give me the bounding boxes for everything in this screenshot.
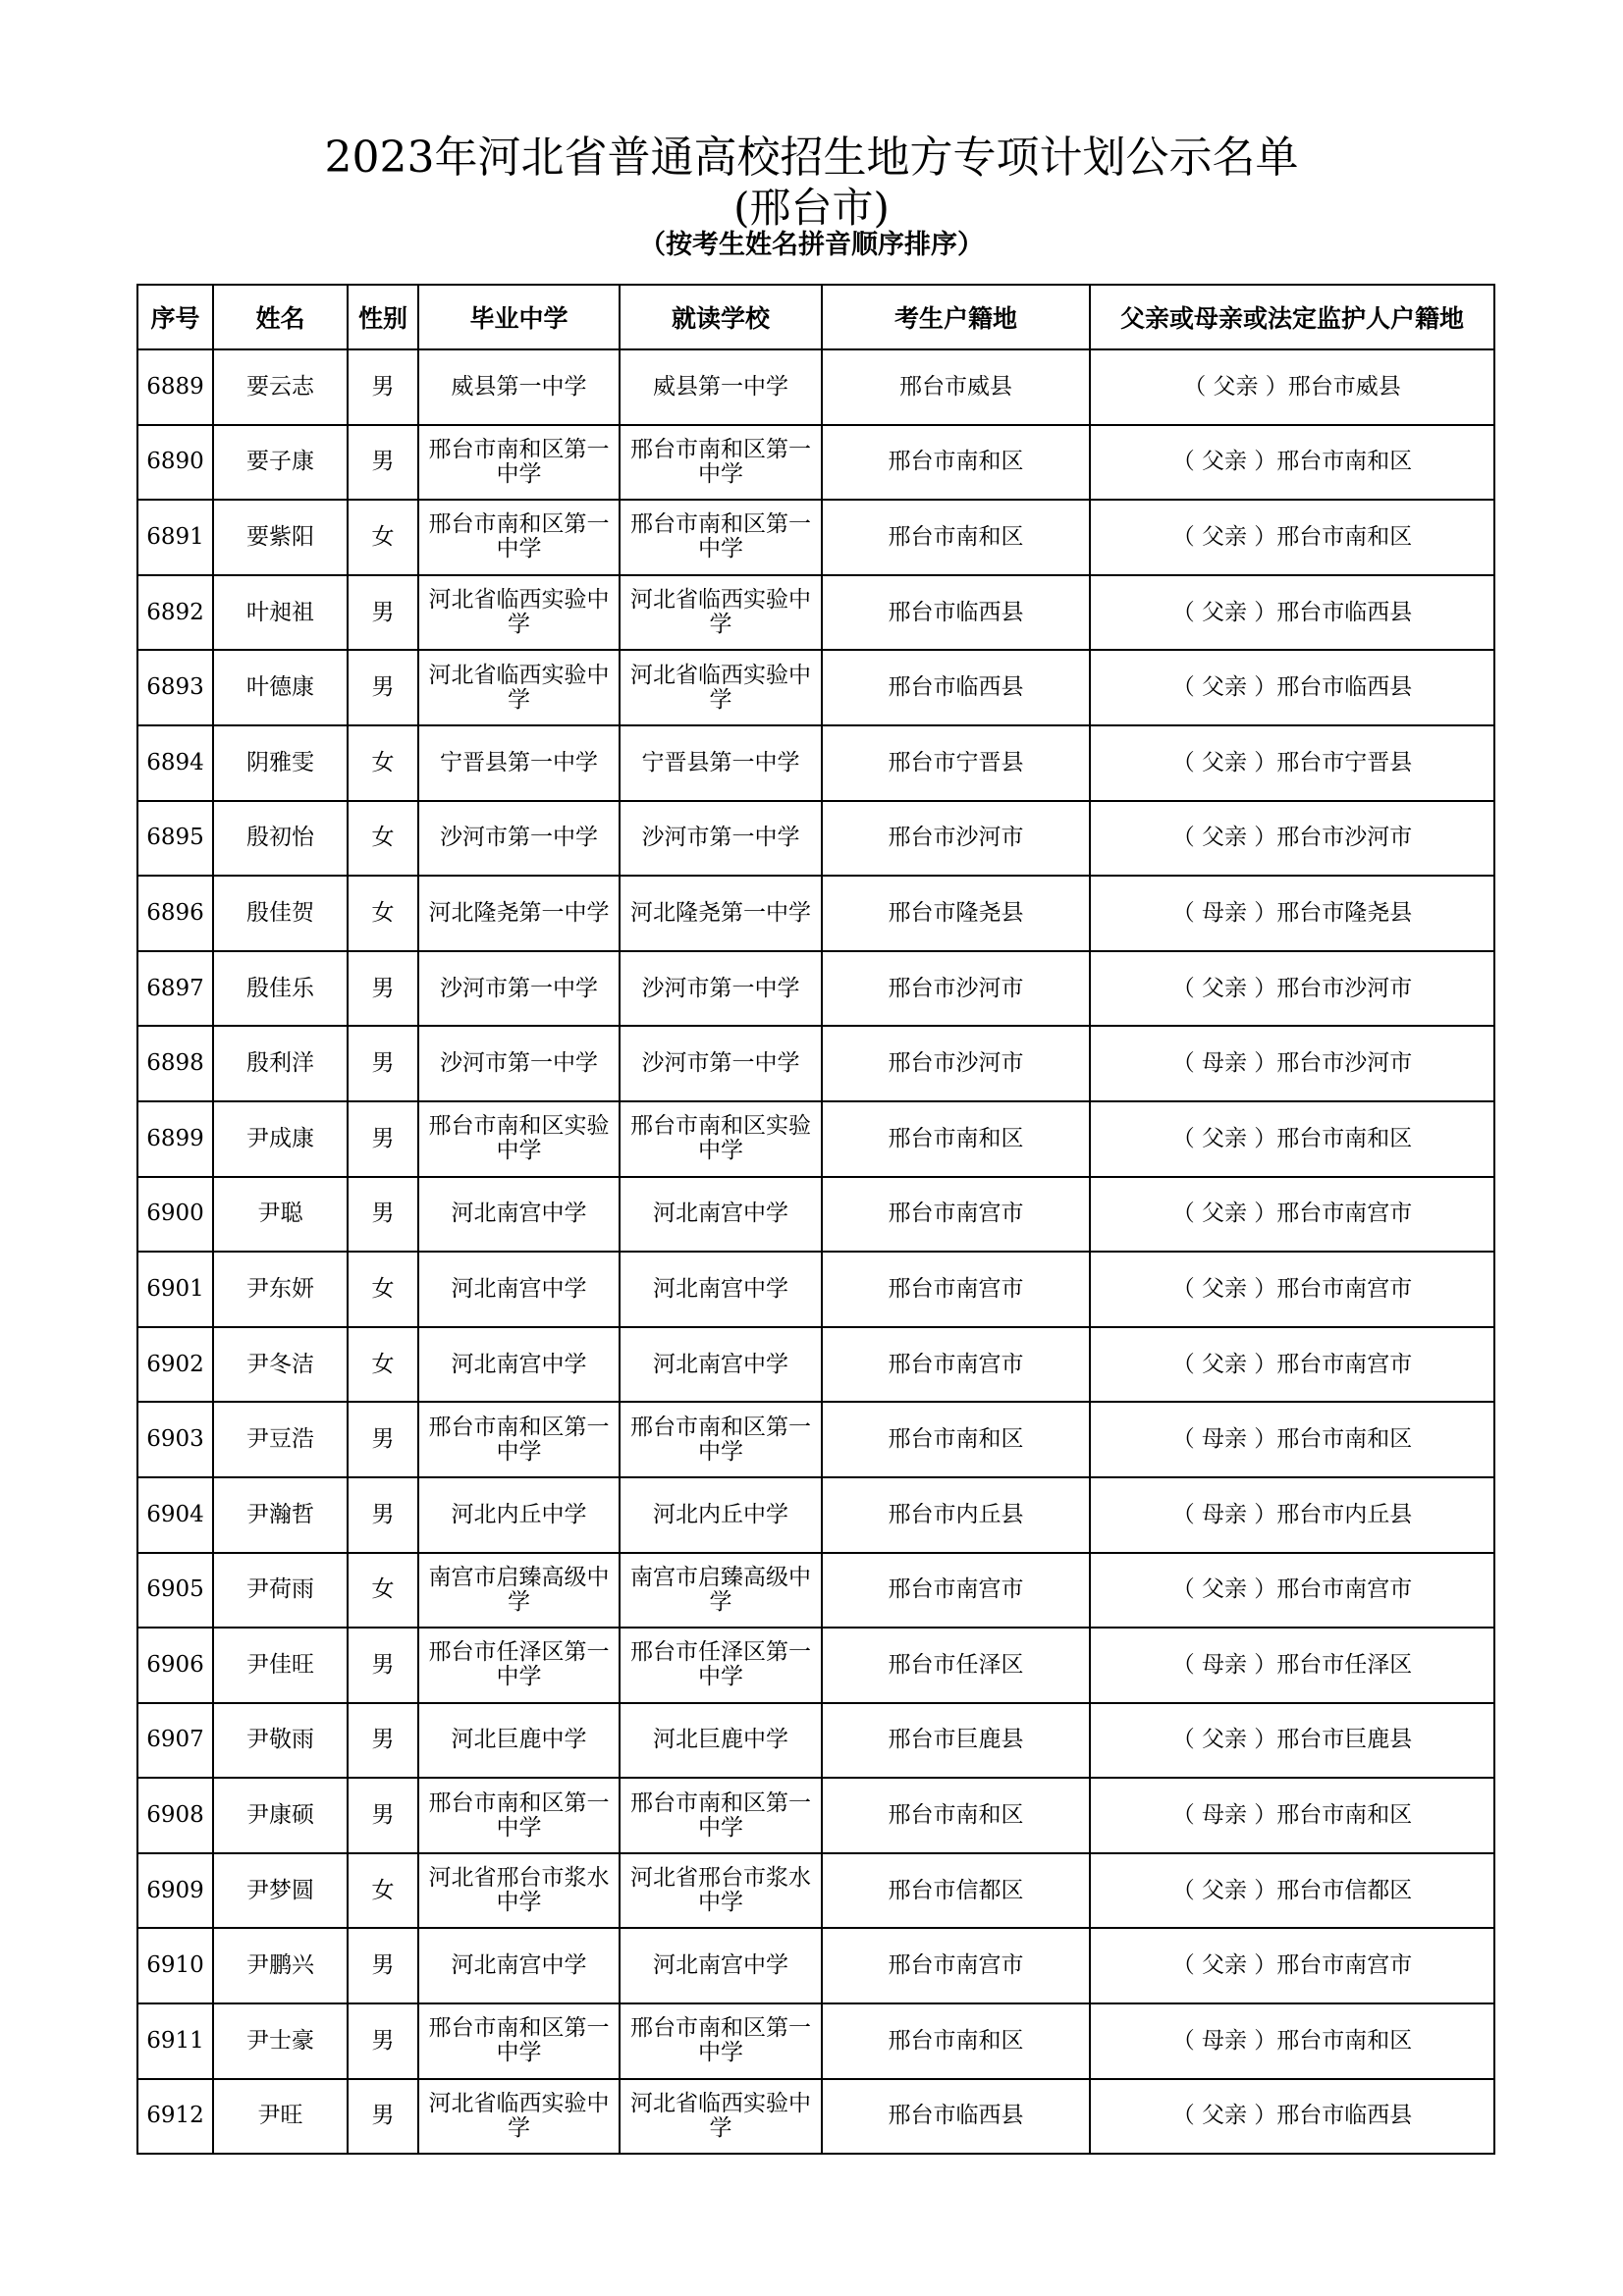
current-school-cell: 邢台市南和区第一中学 bbox=[620, 1778, 822, 1853]
guardian-hukou-cell: （ 父亲 ）邢台市宁晋县 bbox=[1090, 725, 1494, 801]
name-cell: 尹成康 bbox=[213, 1101, 348, 1177]
serial-cell: 6907 bbox=[137, 1703, 213, 1779]
gender-cell: 女 bbox=[348, 1252, 418, 1327]
name-cell: 殷佳乐 bbox=[213, 951, 348, 1027]
guardian-hukou-cell: （ 母亲 ）邢台市任泽区 bbox=[1090, 1628, 1494, 1703]
table-row bbox=[137, 575, 1494, 651]
serial-cell: 6893 bbox=[137, 650, 213, 725]
table-row bbox=[137, 349, 1494, 425]
name-cell: 要子康 bbox=[213, 425, 348, 501]
current-school-cell: 沙河市第一中学 bbox=[620, 951, 822, 1027]
graduated-school-cell: 邢台市南和区第一中学 bbox=[418, 2003, 620, 2079]
guardian-hukou-cell: （ 母亲 ）邢台市南和区 bbox=[1090, 2003, 1494, 2079]
col-header-current-school: 就读学校 bbox=[620, 285, 822, 349]
current-school-cell: 河北隆尧第一中学 bbox=[620, 876, 822, 951]
gender-cell: 男 bbox=[348, 1477, 418, 1553]
student-hukou-cell: 邢台市宁晋县 bbox=[822, 725, 1090, 801]
name-cell: 尹士豪 bbox=[213, 2003, 348, 2079]
table-row bbox=[137, 1553, 1494, 1629]
name-cell: 要云志 bbox=[213, 349, 348, 425]
table-row bbox=[137, 500, 1494, 575]
serial-cell: 6891 bbox=[137, 500, 213, 575]
serial-cell: 6911 bbox=[137, 2003, 213, 2079]
gender-cell: 男 bbox=[348, 1778, 418, 1853]
name-cell: 殷利洋 bbox=[213, 1026, 348, 1101]
student-hukou-cell: 邢台市南宫市 bbox=[822, 1928, 1090, 2003]
roster-table bbox=[136, 284, 1495, 2155]
guardian-hukou-cell: （ 父亲 ）邢台市南宫市 bbox=[1090, 1177, 1494, 1253]
serial-cell: 6905 bbox=[137, 1553, 213, 1629]
name-cell: 尹鹏兴 bbox=[213, 1928, 348, 2003]
graduated-school-cell: 河北巨鹿中学 bbox=[418, 1703, 620, 1779]
table-row bbox=[137, 1928, 1494, 2003]
gender-cell: 女 bbox=[348, 500, 418, 575]
current-school-cell: 邢台市任泽区第一中学 bbox=[620, 1628, 822, 1703]
graduated-school-cell: 沙河市第一中学 bbox=[418, 801, 620, 877]
graduated-school-cell: 邢台市南和区第一中学 bbox=[418, 1402, 620, 1477]
graduated-school-cell: 河北内丘中学 bbox=[418, 1477, 620, 1553]
name-cell: 尹梦圆 bbox=[213, 1853, 348, 1929]
serial-cell: 6897 bbox=[137, 951, 213, 1027]
header-row bbox=[137, 285, 1494, 349]
gender-cell: 男 bbox=[348, 1101, 418, 1177]
graduated-school-cell: 河北南宫中学 bbox=[418, 1252, 620, 1327]
current-school-cell: 宁晋县第一中学 bbox=[620, 725, 822, 801]
graduated-school-cell: 沙河市第一中学 bbox=[418, 1026, 620, 1101]
gender-cell: 男 bbox=[348, 650, 418, 725]
col-header-gender: 性别 bbox=[348, 285, 418, 349]
current-school-cell: 河北省临西实验中学 bbox=[620, 650, 822, 725]
table-row bbox=[137, 1327, 1494, 1403]
graduated-school-cell: 河北省邢台市浆水中学 bbox=[418, 1853, 620, 1929]
graduated-school-cell: 河北南宫中学 bbox=[418, 1327, 620, 1403]
table-row bbox=[137, 876, 1494, 951]
table-row bbox=[137, 801, 1494, 877]
serial-cell: 6889 bbox=[137, 349, 213, 425]
gender-cell: 男 bbox=[348, 2003, 418, 2079]
student-hukou-cell: 邢台市沙河市 bbox=[822, 951, 1090, 1027]
gender-cell: 男 bbox=[348, 951, 418, 1027]
student-hukou-cell: 邢台市隆尧县 bbox=[822, 876, 1090, 951]
student-hukou-cell: 邢台市临西县 bbox=[822, 2079, 1090, 2155]
table-row bbox=[137, 1778, 1494, 1853]
guardian-hukou-cell: （ 母亲 ）邢台市沙河市 bbox=[1090, 1026, 1494, 1101]
name-cell: 叶德康 bbox=[213, 650, 348, 725]
guardian-hukou-cell: （ 父亲 ）邢台市威县 bbox=[1090, 349, 1494, 425]
col-header-name: 姓名 bbox=[213, 285, 348, 349]
col-header-serial: 序号 bbox=[137, 285, 213, 349]
serial-cell: 6908 bbox=[137, 1778, 213, 1853]
student-hukou-cell: 邢台市南和区 bbox=[822, 2003, 1090, 2079]
name-cell: 殷佳贺 bbox=[213, 876, 348, 951]
current-school-cell: 河北省邢台市浆水中学 bbox=[620, 1853, 822, 1929]
serial-cell: 6904 bbox=[137, 1477, 213, 1553]
student-hukou-cell: 邢台市任泽区 bbox=[822, 1628, 1090, 1703]
guardian-hukou-cell: （ 父亲 ）邢台市临西县 bbox=[1090, 2079, 1494, 2155]
guardian-hukou-cell: （ 父亲 ）邢台市南和区 bbox=[1090, 425, 1494, 501]
gender-cell: 女 bbox=[348, 1853, 418, 1929]
table-row bbox=[137, 1628, 1494, 1703]
current-school-cell: 沙河市第一中学 bbox=[620, 801, 822, 877]
student-hukou-cell: 邢台市南宫市 bbox=[822, 1252, 1090, 1327]
name-cell: 阴雅雯 bbox=[213, 725, 348, 801]
current-school-cell: 河北省临西实验中学 bbox=[620, 575, 822, 651]
graduated-school-cell: 河北省临西实验中学 bbox=[418, 575, 620, 651]
name-cell: 尹荷雨 bbox=[213, 1553, 348, 1629]
current-school-cell: 沙河市第一中学 bbox=[620, 1026, 822, 1101]
col-header-guardian-hukou: 父亲或母亲或法定监护人户籍地 bbox=[1090, 285, 1494, 349]
table-row bbox=[137, 1703, 1494, 1779]
col-header-graduated-school: 毕业中学 bbox=[418, 285, 620, 349]
name-cell: 尹佳旺 bbox=[213, 1628, 348, 1703]
gender-cell: 女 bbox=[348, 725, 418, 801]
student-hukou-cell: 邢台市南宫市 bbox=[822, 1177, 1090, 1253]
table-row bbox=[137, 1402, 1494, 1477]
current-school-cell: 南宫市启臻高级中学 bbox=[620, 1553, 822, 1629]
guardian-hukou-cell: （ 父亲 ）邢台市南宫市 bbox=[1090, 1327, 1494, 1403]
guardian-hukou-cell: （ 母亲 ）邢台市隆尧县 bbox=[1090, 876, 1494, 951]
gender-cell: 女 bbox=[348, 801, 418, 877]
graduated-school-cell: 邢台市南和区第一中学 bbox=[418, 1778, 620, 1853]
student-hukou-cell: 邢台市临西县 bbox=[822, 575, 1090, 651]
guardian-hukou-cell: （ 母亲 ）邢台市南和区 bbox=[1090, 1402, 1494, 1477]
table-row bbox=[137, 1853, 1494, 1929]
graduated-school-cell: 南宫市启臻高级中学 bbox=[418, 1553, 620, 1629]
document-title: 2023年河北省普通高校招生地方专项计划公示名单 bbox=[324, 133, 1299, 183]
current-school-cell: 河北省临西实验中学 bbox=[620, 2079, 822, 2155]
gender-cell: 男 bbox=[348, 1628, 418, 1703]
roster-body bbox=[137, 349, 1494, 2154]
gender-cell: 男 bbox=[348, 1928, 418, 2003]
current-school-cell: 河北南宫中学 bbox=[620, 1177, 822, 1253]
student-hukou-cell: 邢台市南和区 bbox=[822, 425, 1090, 501]
serial-cell: 6901 bbox=[137, 1252, 213, 1327]
graduated-school-cell: 邢台市南和区第一中学 bbox=[418, 500, 620, 575]
name-cell: 尹东妍 bbox=[213, 1252, 348, 1327]
student-hukou-cell: 邢台市内丘县 bbox=[822, 1477, 1090, 1553]
guardian-hukou-cell: （ 母亲 ）邢台市内丘县 bbox=[1090, 1477, 1494, 1553]
table-row bbox=[137, 425, 1494, 501]
table-row bbox=[137, 1026, 1494, 1101]
document-subtitle: (邢台市) bbox=[733, 184, 890, 232]
guardian-hukou-cell: （ 父亲 ）邢台市临西县 bbox=[1090, 575, 1494, 651]
serial-cell: 6896 bbox=[137, 876, 213, 951]
graduated-school-cell: 邢台市南和区实验中学 bbox=[418, 1101, 620, 1177]
student-hukou-cell: 邢台市威县 bbox=[822, 349, 1090, 425]
student-hukou-cell: 邢台市沙河市 bbox=[822, 1026, 1090, 1101]
current-school-cell: 邢台市南和区第一中学 bbox=[620, 500, 822, 575]
name-cell: 叶昶祖 bbox=[213, 575, 348, 651]
gender-cell: 男 bbox=[348, 575, 418, 651]
serial-cell: 6890 bbox=[137, 425, 213, 501]
gender-cell: 男 bbox=[348, 349, 418, 425]
gender-cell: 女 bbox=[348, 1327, 418, 1403]
gender-cell: 男 bbox=[348, 1177, 418, 1253]
serial-cell: 6900 bbox=[137, 1177, 213, 1253]
guardian-hukou-cell: （ 父亲 ）邢台市沙河市 bbox=[1090, 801, 1494, 877]
student-hukou-cell: 邢台市南宫市 bbox=[822, 1327, 1090, 1403]
name-cell: 尹聪 bbox=[213, 1177, 348, 1253]
current-school-cell: 河北巨鹿中学 bbox=[620, 1703, 822, 1779]
current-school-cell: 威县第一中学 bbox=[620, 349, 822, 425]
current-school-cell: 邢台市南和区第一中学 bbox=[620, 425, 822, 501]
table-row bbox=[137, 1252, 1494, 1327]
gender-cell: 女 bbox=[348, 876, 418, 951]
current-school-cell: 邢台市南和区实验中学 bbox=[620, 1101, 822, 1177]
serial-cell: 6909 bbox=[137, 1853, 213, 1929]
col-header-student-hukou: 考生户籍地 bbox=[822, 285, 1090, 349]
name-cell: 尹冬洁 bbox=[213, 1327, 348, 1403]
student-hukou-cell: 邢台市巨鹿县 bbox=[822, 1703, 1090, 1779]
guardian-hukou-cell: （ 父亲 ）邢台市南宫市 bbox=[1090, 1928, 1494, 2003]
guardian-hukou-cell: （ 父亲 ）邢台市沙河市 bbox=[1090, 951, 1494, 1027]
graduated-school-cell: 邢台市南和区第一中学 bbox=[418, 425, 620, 501]
gender-cell: 男 bbox=[348, 1402, 418, 1477]
student-hukou-cell: 邢台市南宫市 bbox=[822, 1553, 1090, 1629]
name-cell: 尹敬雨 bbox=[213, 1703, 348, 1779]
table-row bbox=[137, 2079, 1494, 2155]
table-row bbox=[137, 2003, 1494, 2079]
serial-cell: 6902 bbox=[137, 1327, 213, 1403]
gender-cell: 男 bbox=[348, 1026, 418, 1101]
table-row bbox=[137, 650, 1494, 725]
table-row bbox=[137, 1177, 1494, 1253]
graduated-school-cell: 河北南宫中学 bbox=[418, 1928, 620, 2003]
serial-cell: 6906 bbox=[137, 1628, 213, 1703]
guardian-hukou-cell: （ 母亲 ）邢台市南和区 bbox=[1090, 1778, 1494, 1853]
graduated-school-cell: 宁晋县第一中学 bbox=[418, 725, 620, 801]
student-hukou-cell: 邢台市南和区 bbox=[822, 500, 1090, 575]
current-school-cell: 河北南宫中学 bbox=[620, 1327, 822, 1403]
serial-cell: 6899 bbox=[137, 1101, 213, 1177]
current-school-cell: 邢台市南和区第一中学 bbox=[620, 1402, 822, 1477]
name-cell: 尹豆浩 bbox=[213, 1402, 348, 1477]
graduated-school-cell: 河北省临西实验中学 bbox=[418, 650, 620, 725]
current-school-cell: 河北南宫中学 bbox=[620, 1252, 822, 1327]
gender-cell: 女 bbox=[348, 1553, 418, 1629]
serial-cell: 6895 bbox=[137, 801, 213, 877]
table-row bbox=[137, 1101, 1494, 1177]
guardian-hukou-cell: （ 父亲 ）邢台市巨鹿县 bbox=[1090, 1703, 1494, 1779]
graduated-school-cell: 河北南宫中学 bbox=[418, 1177, 620, 1253]
serial-cell: 6894 bbox=[137, 725, 213, 801]
name-cell: 尹旺 bbox=[213, 2079, 348, 2155]
table-row bbox=[137, 951, 1494, 1027]
serial-cell: 6910 bbox=[137, 1928, 213, 2003]
name-cell: 殷初怡 bbox=[213, 801, 348, 877]
student-hukou-cell: 邢台市临西县 bbox=[822, 650, 1090, 725]
name-cell: 要紫阳 bbox=[213, 500, 348, 575]
table-row bbox=[137, 1477, 1494, 1553]
student-hukou-cell: 邢台市南和区 bbox=[822, 1402, 1090, 1477]
student-hukou-cell: 邢台市信都区 bbox=[822, 1853, 1090, 1929]
name-cell: 尹瀚哲 bbox=[213, 1477, 348, 1553]
gender-cell: 男 bbox=[348, 1703, 418, 1779]
table-row bbox=[137, 725, 1494, 801]
sort-note: （按考生姓名拼音顺序排序） bbox=[639, 230, 984, 260]
guardian-hukou-cell: （ 父亲 ）邢台市信都区 bbox=[1090, 1853, 1494, 1929]
student-hukou-cell: 邢台市南和区 bbox=[822, 1101, 1090, 1177]
serial-cell: 6898 bbox=[137, 1026, 213, 1101]
graduated-school-cell: 河北隆尧第一中学 bbox=[418, 876, 620, 951]
graduated-school-cell: 威县第一中学 bbox=[418, 349, 620, 425]
guardian-hukou-cell: （ 父亲 ）邢台市临西县 bbox=[1090, 650, 1494, 725]
guardian-hukou-cell: （ 父亲 ）邢台市南和区 bbox=[1090, 500, 1494, 575]
guardian-hukou-cell: （ 父亲 ）邢台市南和区 bbox=[1090, 1101, 1494, 1177]
gender-cell: 男 bbox=[348, 2079, 418, 2155]
graduated-school-cell: 邢台市任泽区第一中学 bbox=[418, 1628, 620, 1703]
current-school-cell: 河北内丘中学 bbox=[620, 1477, 822, 1553]
graduated-school-cell: 河北省临西实验中学 bbox=[418, 2079, 620, 2155]
gender-cell: 男 bbox=[348, 425, 418, 501]
current-school-cell: 河北南宫中学 bbox=[620, 1928, 822, 2003]
graduated-school-cell: 沙河市第一中学 bbox=[418, 951, 620, 1027]
student-hukou-cell: 邢台市沙河市 bbox=[822, 801, 1090, 877]
serial-cell: 6892 bbox=[137, 575, 213, 651]
current-school-cell: 邢台市南和区第一中学 bbox=[620, 2003, 822, 2079]
serial-cell: 6903 bbox=[137, 1402, 213, 1477]
guardian-hukou-cell: （ 父亲 ）邢台市南宫市 bbox=[1090, 1553, 1494, 1629]
serial-cell: 6912 bbox=[137, 2079, 213, 2155]
name-cell: 尹康硕 bbox=[213, 1778, 348, 1853]
student-hukou-cell: 邢台市南和区 bbox=[822, 1778, 1090, 1853]
guardian-hukou-cell: （ 父亲 ）邢台市南宫市 bbox=[1090, 1252, 1494, 1327]
